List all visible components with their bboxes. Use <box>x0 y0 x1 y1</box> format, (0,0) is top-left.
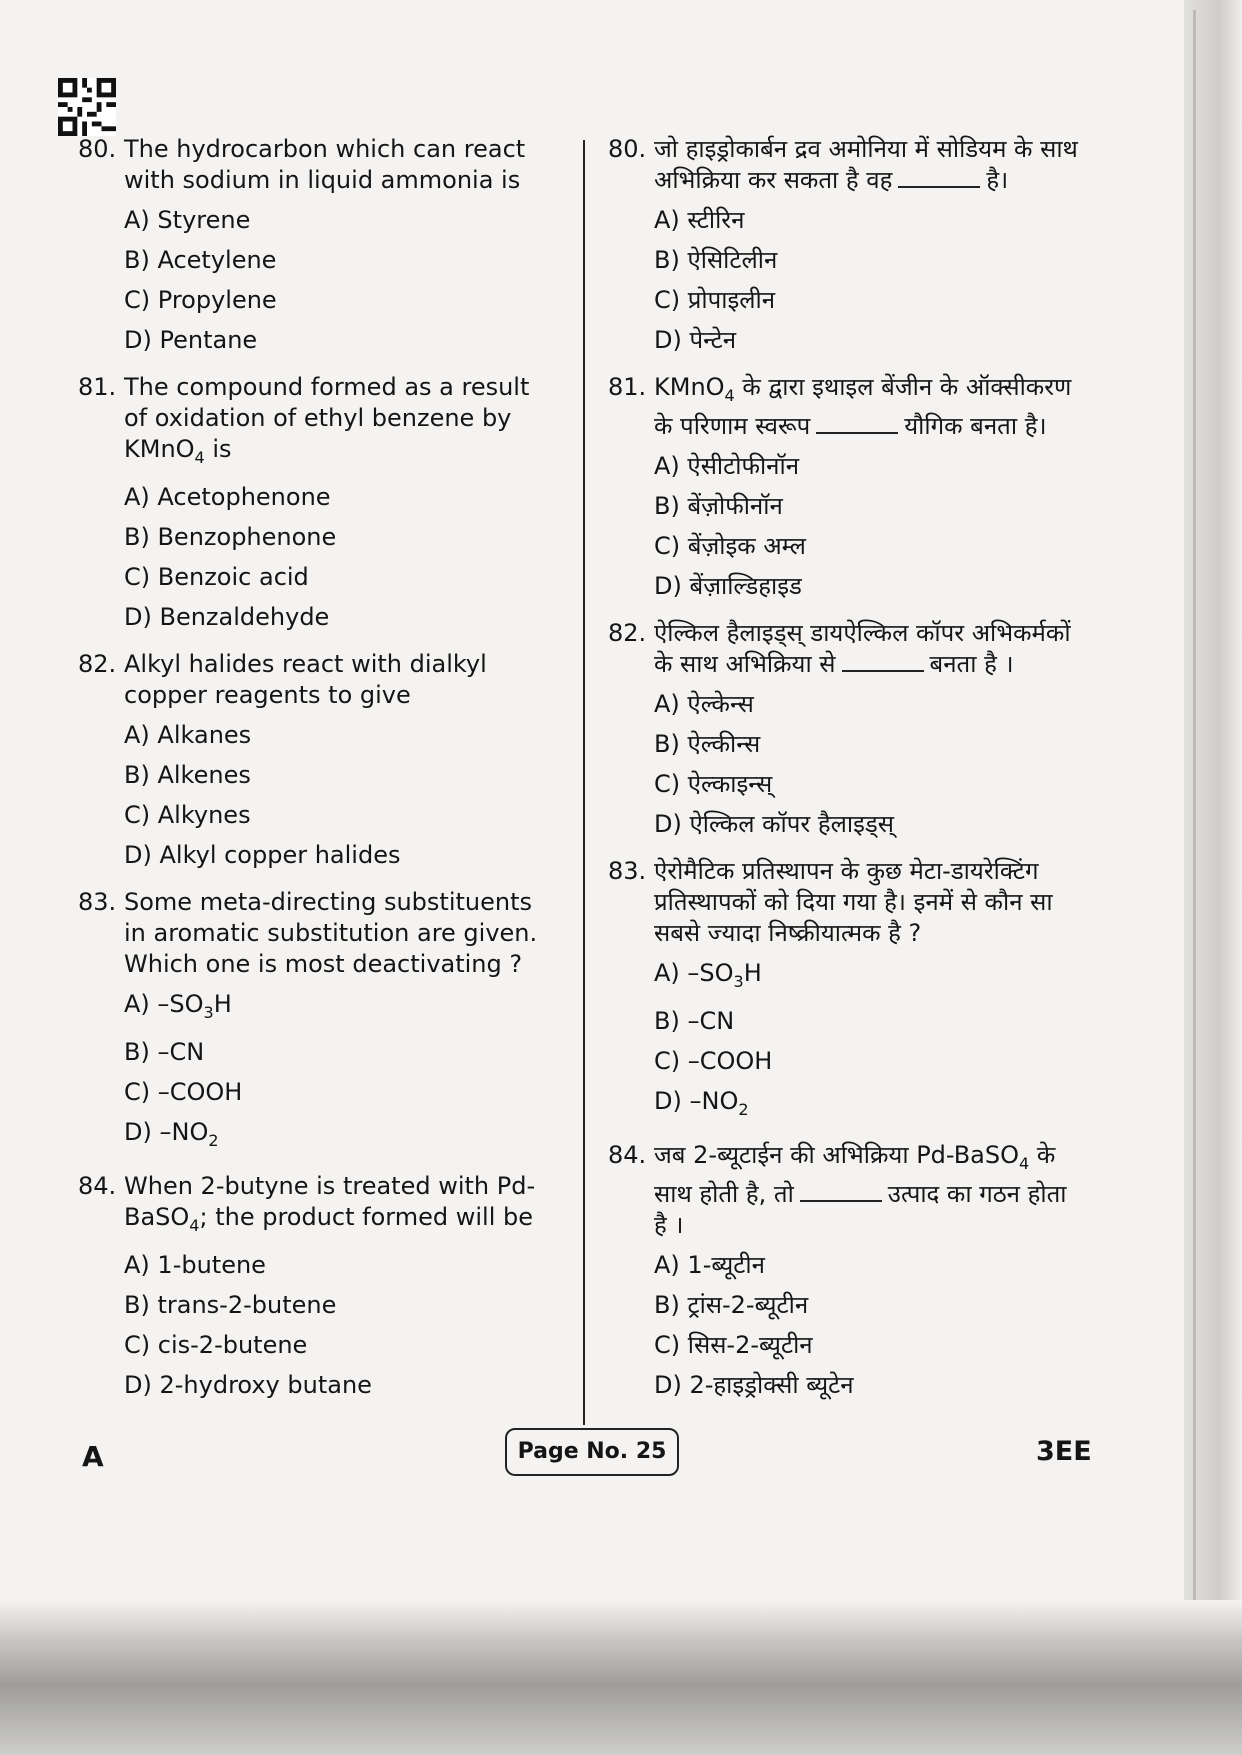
option-c: C) ऐल्काइन्स् <box>654 769 773 798</box>
question-number: 83. <box>78 887 117 916</box>
question-text: ऐरोमैटिक प्रतिस्थापन के कुछ मेटा-डायरेक्टिंग प्रतिस्थापकों को दिया गया है। इनमें से कौन सा सबसे ज्यादा निष्क्रीयात्मक है ? <box>654 856 1053 947</box>
question-84-en <box>78 1171 558 1401</box>
question-number: 81. <box>78 373 117 401</box>
option-b: B) –CN <box>124 1037 205 1066</box>
option-d: D) 2-hydroxy butane <box>124 1371 372 1400</box>
question-number: 84. <box>78 1172 117 1201</box>
question-82-hi <box>608 618 1078 840</box>
option-d: D) $-NO_2$ <box>654 1086 749 1119</box>
question-text: The compound formed as a result of oxidation of ethyl benzene by KMnO$_4$ is <box>124 373 530 467</box>
question-80-hi <box>608 134 1078 356</box>
option-a: A) Styrene <box>124 206 251 234</box>
series-mark: A <box>82 1440 104 1473</box>
option-d: D) $-NO_2$ <box>124 1117 219 1150</box>
option-b: B) trans-2-butene <box>124 1291 337 1320</box>
option-b: B) ट्रांस-2-ब्यूटीन <box>654 1291 809 1320</box>
paper-code: 3EE <box>1036 1436 1092 1467</box>
answer-blank <box>898 186 980 188</box>
answer-blank <box>842 670 924 672</box>
option-a: A) Alkanes <box>124 720 252 749</box>
answer-blank <box>800 1200 882 1202</box>
question-82-en <box>78 649 558 871</box>
answer-blank <box>816 432 898 434</box>
scan-edge-line <box>1193 10 1196 1610</box>
option-d: D) ऐल्किल कॉपर हैलाइड्स् <box>654 809 894 838</box>
option-d: D) Alkyl copper halides <box>124 840 401 869</box>
option-b: B) Acetylene <box>124 246 277 274</box>
option-c: C) Alkynes <box>124 800 251 829</box>
question-number: 80. <box>608 135 647 163</box>
question-number: 80. <box>78 135 117 163</box>
question-number: 84. <box>608 1141 647 1170</box>
question-text: जब 2-ब्यूटाईन की अभिक्रिया Pd-BaSO$_4$ के साथ होती है, तो उत्पाद का गठन होता है । <box>654 1141 1067 1240</box>
question-text: ऐल्किल हैलाइड्स् डायऐल्किल कॉपर अभिकर्मकों के साथ अभिक्रिया से बनता है । <box>654 618 1071 678</box>
question-text: जो हाइड्रोकार्बन द्रव अमोनिया में सोडियम के साथ अभिक्रिया कर सकता है वह है। <box>654 135 1078 194</box>
option-a: A) 1-ब्यूटीन <box>654 1251 765 1280</box>
option-b: B) –CN <box>654 1006 735 1035</box>
english-column <box>78 134 558 1417</box>
question-text: The hydrocarbon which can react with sodium in liquid ammonia is <box>124 135 526 194</box>
column-divider <box>583 140 585 1425</box>
question-81-hi <box>608 372 1078 602</box>
option-c: C) Propylene <box>124 286 277 314</box>
option-c: C) –COOH <box>654 1046 773 1075</box>
option-b: B) ऐसिटिलीन <box>654 246 778 274</box>
option-b: B) Benzophenone <box>124 522 337 551</box>
option-d: D) Pentane <box>124 326 258 354</box>
option-a: A) $-SO_3H$ <box>654 958 762 991</box>
option-b: B) बेंज़ोफीनॉन <box>654 491 783 520</box>
question-number: 82. <box>78 649 117 678</box>
question-text: Some meta-directing substituents in aromatic substitution are given. Which one is most deactivating ? <box>124 887 538 978</box>
question-83-en <box>78 887 558 1156</box>
question-80-en <box>78 134 558 356</box>
option-a: A) Acetophenone <box>124 482 331 511</box>
option-d: D) बेंज़ाल्डिहाइड <box>654 571 802 600</box>
option-d: D) Benzaldehyde <box>124 602 330 631</box>
option-c: C) Benzoic acid <box>124 562 309 591</box>
option-a: A) स्टीरिन <box>654 206 745 234</box>
option-b: B) ऐल्कीन्स <box>654 729 761 758</box>
question-text: When 2-butyne is treated with Pd-BaSO$_4$; the product formed will be <box>124 1172 536 1236</box>
option-c: C) cis-2-butene <box>124 1331 308 1360</box>
question-number: 83. <box>608 856 647 885</box>
scan-bottom-shadow <box>0 1600 1242 1755</box>
option-d: D) 2-हाइड्रोक्सी ब्यूटेन <box>654 1371 854 1400</box>
question-83-hi <box>608 856 1078 1125</box>
hindi-column <box>608 134 1078 1417</box>
question-number: 81. <box>608 373 647 401</box>
option-a: A) $-SO_3H$ <box>124 989 232 1022</box>
question-text: Alkyl halides react with dialkyl copper reagents to give <box>124 649 487 709</box>
option-c: C) बेंज़ोइक अम्ल <box>654 531 806 560</box>
question-81-en <box>78 372 558 633</box>
option-a: A) ऐसीटोफीनॉन <box>654 451 800 480</box>
option-a: A) ऐल्केन्स <box>654 689 754 718</box>
question-text: KMnO$_4$ के द्वारा इथाइल बेंजीन के ऑक्सीकरण के परिणाम स्वरूप यौगिक बनता है। <box>654 373 1072 440</box>
qr-code-icon <box>58 78 116 136</box>
option-b: B) Alkenes <box>124 760 251 789</box>
option-c: C) सिस-2-ब्यूटीन <box>654 1331 813 1360</box>
option-a: A) 1-butene <box>124 1251 266 1280</box>
option-c: C) प्रोपाइलीन <box>654 286 776 314</box>
question-84-hi <box>608 1140 1078 1401</box>
question-number: 82. <box>608 618 647 647</box>
option-c: C) –COOH <box>124 1077 243 1106</box>
option-d: D) पेन्टेन <box>654 326 737 354</box>
page-number-box: Page No. 25 <box>505 1428 679 1476</box>
